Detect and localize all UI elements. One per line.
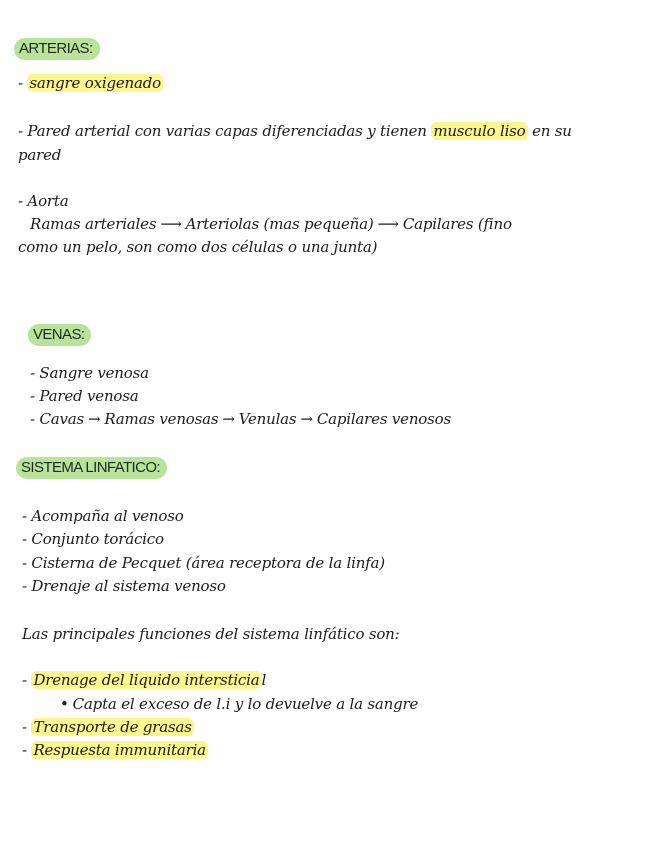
funcion-drenage-sub	[60, 694, 418, 714]
linfatico-item: - Conjunto torácico	[22, 530, 164, 548]
arrow-right-icon: →	[222, 410, 235, 428]
funcion-transporte	[22, 717, 194, 737]
highlight-respuesta: Respuesta immunitaria	[33, 741, 206, 759]
funciones-intro: Las principales funciones del sistema linfático son:	[22, 625, 400, 643]
chain-capilares-venosos: Capilares venosos	[316, 410, 451, 428]
arterias-chain	[30, 214, 512, 234]
drenage-tail: l	[261, 671, 267, 689]
pared-text-end: en su	[527, 122, 572, 140]
chain-ramas-arteriales: Ramas arteriales	[30, 215, 157, 233]
arterias-item-pared	[18, 121, 572, 141]
heading-venas: VENAS:	[28, 324, 91, 346]
highlight-musculo-liso: musculo liso	[433, 122, 526, 140]
highlight-drenage: Drenage del liquido intersticia	[33, 671, 260, 689]
arterias-item-pared-cont: pared	[18, 146, 62, 164]
dash: -	[22, 671, 32, 689]
highlight-sangre-oxigenado: sangre oxigenado	[29, 74, 161, 92]
funcion-drenage	[22, 670, 266, 690]
chain-capilares: Capilares (fino	[402, 215, 512, 233]
arterias-item-aorta: - Aorta	[18, 192, 69, 210]
venas-chain	[30, 409, 451, 429]
arrow-right-icon: ⟶	[377, 215, 399, 233]
dash: -	[30, 410, 40, 428]
chain-cavas: Cavas	[39, 410, 84, 428]
venas-item-pared: - Pared venosa	[30, 387, 139, 405]
heading-arterias: ARTERIAS:	[14, 38, 100, 60]
chain-venulas: Venulas	[238, 410, 297, 428]
linfatico-item: - Acompaña al venoso	[22, 507, 184, 525]
arrow-right-icon: →	[87, 410, 101, 428]
dash: -	[22, 741, 32, 759]
dash: -	[22, 718, 32, 736]
drenage-sub-text: Capta el exceso de l.i y lo devuelve a la sangre	[72, 695, 419, 713]
arrow-right-icon: →	[300, 410, 313, 428]
venas-item-sangre: - Sangre venosa	[30, 364, 149, 382]
arterias-chain-cont: como un pelo, son como dos células o una junta)	[18, 238, 378, 256]
arterias-item-sangre	[18, 73, 163, 93]
bullet-icon: •	[60, 695, 69, 713]
linfatico-item: - Cisterna de Pecquet (área receptora de la linfa)	[22, 554, 385, 572]
pared-text: - Pared arterial con varias capas diferenciadas y tienen	[18, 122, 432, 140]
chain-arteriolas: Arteriolas (mas pequeña)	[185, 215, 374, 233]
funcion-respuesta	[22, 740, 208, 760]
chain-ramas-venosas: Ramas venosas	[104, 410, 219, 428]
arrow-right-icon: ⟶	[160, 215, 182, 233]
linfatico-item: - Drenaje al sistema venoso	[22, 577, 226, 595]
heading-sistema-linfatico: SISTEMA LINFATICO:	[16, 457, 167, 479]
highlight-transporte: Transporte de grasas	[33, 718, 192, 736]
dash: -	[18, 74, 28, 92]
